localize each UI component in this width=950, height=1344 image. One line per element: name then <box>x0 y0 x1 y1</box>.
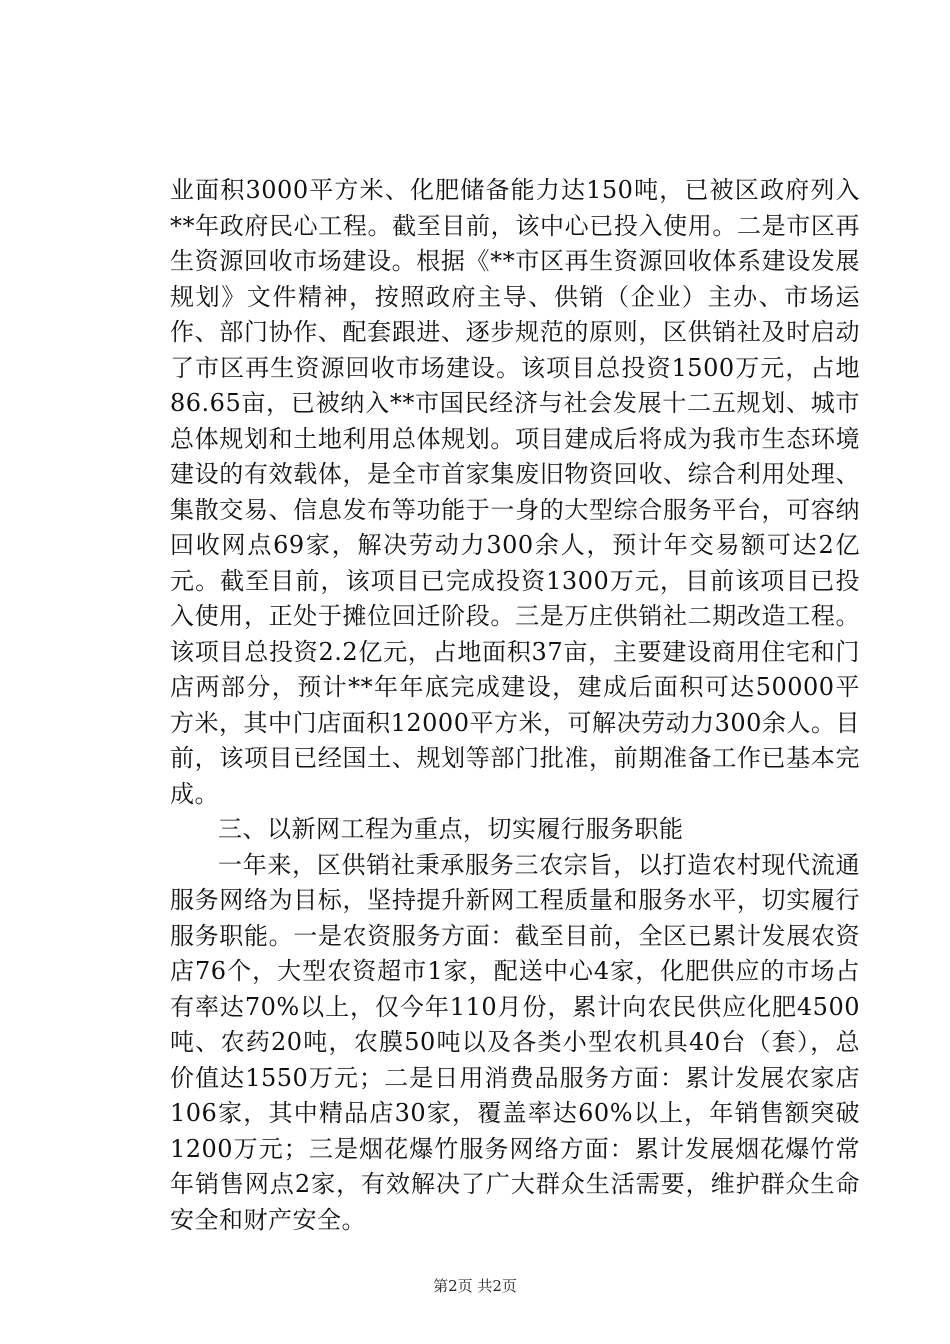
document-body <box>170 173 860 1238</box>
page-footer <box>0 1276 950 1296</box>
section-heading: 三、以新网工程为重点，切实履行服务职能 <box>218 815 684 843</box>
paragraph-new-network: 一年来，区供销社秉承服务三农宗旨，以打造农村现代流通服务网络为目标，坚持提升新网工程质量和服务水平，切实履行服务职能。一是农资服务方面：截至目前，全区已累计发展农资店76个，大型农资超市1家，配送中心4家，化肥供应的市场占有率达70%以上，仅今年110月份，累计向农民供应化肥4500吨、农药20吨，农膜50吨以及各类小型农机具40台（套），总价值达1550万元；二是日用消费品服务方面：累计发展农家店106家，其中精品店30家，覆盖率达60%以上，年销售额突破1200万元；三是烟花爆竹服务网络方面：累计发展烟花爆竹常年销售网点2家，有效解决了广大群众生活需要，维护群众生命安全和财产安全。 <box>170 850 860 1234</box>
paragraph-continuation: 业面积3000平方米、化肥储备能力达150吨，已被区政府列入**年政府民心工程。截至目前，该中心已投入使用。二是市区再生资源回收市场建设。根据《**市区再生资源回收体系建设发展规划》文件精神，按照政府主导、供销（企业）主办、市场运作、部门协作、配套跟进、逐步规范的原则，区供销社及时启动了市区再生资源回收市场建设。该项目总投资1500万元，占地86.65亩，已被纳入**市国民经济与社会发展十二五规划、城市总体规划和土地利用总体规划。项目建成后将成为我市生态环境建设的有效载体，是全市首家集废旧物资回收、综合利用处理、集散交易、信息发布等功能于一身的大型综合服务平台，可容纳回收网点69家，解决劳动力300余人，预计年交易额可达2亿元。截至目前，该项目已完成投资1300万元，目前该项目已投入使用，正处于摊位回迁阶段。三是万庄供销社二期改造工程。该项目总投资2.2亿元，占地面积37亩，主要建设商用住宅和门店两部分，预计**年年底完成建设，建成后面积可达50000平方米，其中门店面积12000平方米，可解决劳动力300余人。目前，该项目已经国土、规划等部门批准，前期准备工作已基本完成。 <box>170 176 860 808</box>
page-number: 第2页 共2页 <box>433 1277 517 1295</box>
